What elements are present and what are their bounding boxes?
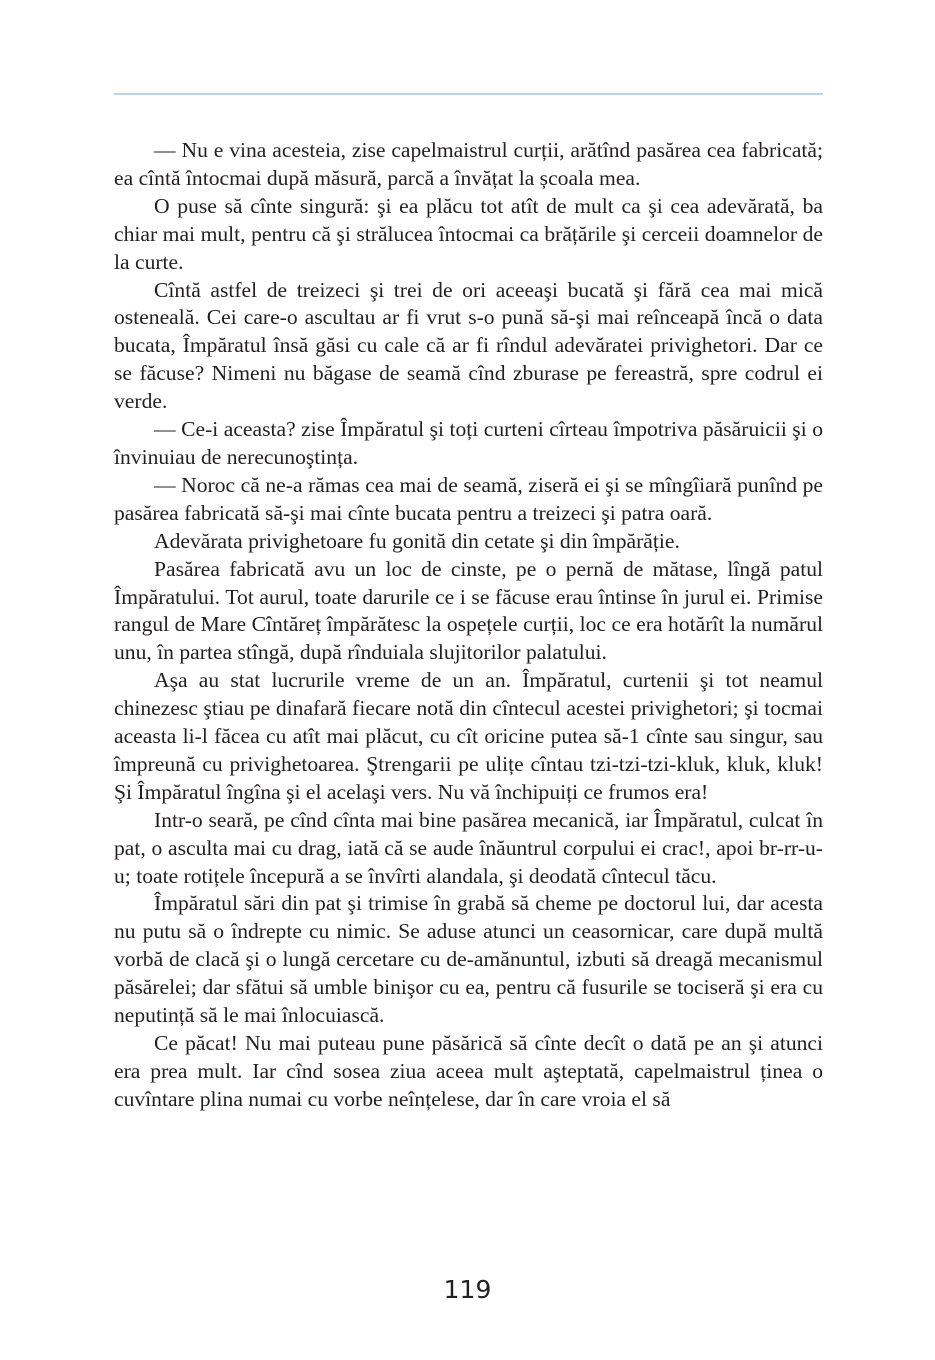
paragraph: — Nu e vina acesteia, zise capelmaistrul curții, arătînd pasărea cea fabricată; ea cîntă întocmai după măsură, parcă a învățat la școala mea. [114,138,823,190]
page-body-text [114,137,823,1114]
paragraph: O puse să cînte singură: şi ea plăcu tot atît de mult ca şi cea adevărată, ba chiar mai mult, pentru că şi strălucea întocmai ca brățările şi cerceii doamnelor de la curte. [114,193,823,274]
page-number: 119 [443,1275,492,1304]
paragraph: Împăratul sări din pat şi trimise în grabă să cheme pe doctorul lui, dar acesta nu putu să o îndrepte cu nimic. Se aduse atunci un ceasornicar, care după multă vorbă de clacă şi o lungă cercetare cu de-amănuntul, izbuti să dreagă mecanismul păsărelei; dar sfătui să umble binişor cu ea, pentru că fusurile se tociseră şi era cu neputință să le mai înlocuiască. [114,891,823,1028]
paragraph: Pasărea fabricată avu un loc de cinste, pe o pernă de mătase, lîngă patul Împăratului. Tot aurul, toate darurile ce i se făcuse erau întinse în jurul ei. Primise rangul de Mare Cîntăreț împărătesc la ospețele curții, loc ce era hotărît la numărul unu, în partea stîngă, după rînduiala slujitorilor palatului. [114,556,823,665]
paragraph: Intr-o seară, pe cînd cînta mai bine pasărea mecanică, iar Împăratul, culcat în pat, o asculta mai cu drag, iată că se aude înăuntrul corpului ei crac!, apoi br-rr-u-u; toate rotițele începură a se învîrti alandala, şi deodată cîntecul tăcu. [114,807,823,888]
paragraph: Cîntă astfel de treizeci şi trei de ori aceeaşi bucată şi fără cea mai mică osteneală. Cei care-o ascultau ar fi vrut s-o pună să-şi mai reînceapă încă o data bucata, Împăratul însă găsi cu cale că ar fi rîndul adevăratei privighetori. Dar ce se făcuse? Nimeni nu băgase de seamă cînd zburase pe fereastră, spre codrul ei verde. [114,277,823,414]
paragraph: Ce păcat! Nu mai puteau pune păsărică să cînte decît o dată pe an şi atunci era prea mult. Iar cînd sosea ziua aceea mult aşteptată, capelmaistrul ținea o cuvîntare plina numai cu vorbe neînțelese, dar în care vroia el să [114,1031,823,1111]
header-rule [114,93,823,95]
paragraph: Aşa au stat lucrurile vreme de un an. Împăratul, curtenii şi tot neamul chinezesc ştiau pe dinafară fiecare notă din cîntecul acestei privighetori; şi tocmai aceasta li-l făcea cu atît mai plăcut, cu cît oricine putea să-1 cînte sau singur, sau împreună cu privighetoarea. Ştrengarii pe ulițe cîntau tzi-tzi-tzi-kluk, kluk, kluk! Şi Împăratul îngîna şi el acelaşi vers. Nu vă închipuiți ce frumos era! [114,668,823,804]
paragraph: Adevărata privighetoare fu gonită din cetate şi din împărăție. [154,528,680,553]
paragraph: — Ce-i aceasta? zise Împăratul şi toți curteni cîrteau împotriva păsăruicii şi o învinuiau de nerecunoştința. [114,417,823,469]
paragraph: — Noroc că ne-a rămas cea mai de seamă, ziseră ei şi se mîngîiară punînd pe pasărea fabricată să-şi mai cînte bucata pentru a treizeci şi patra oară. [114,472,823,525]
